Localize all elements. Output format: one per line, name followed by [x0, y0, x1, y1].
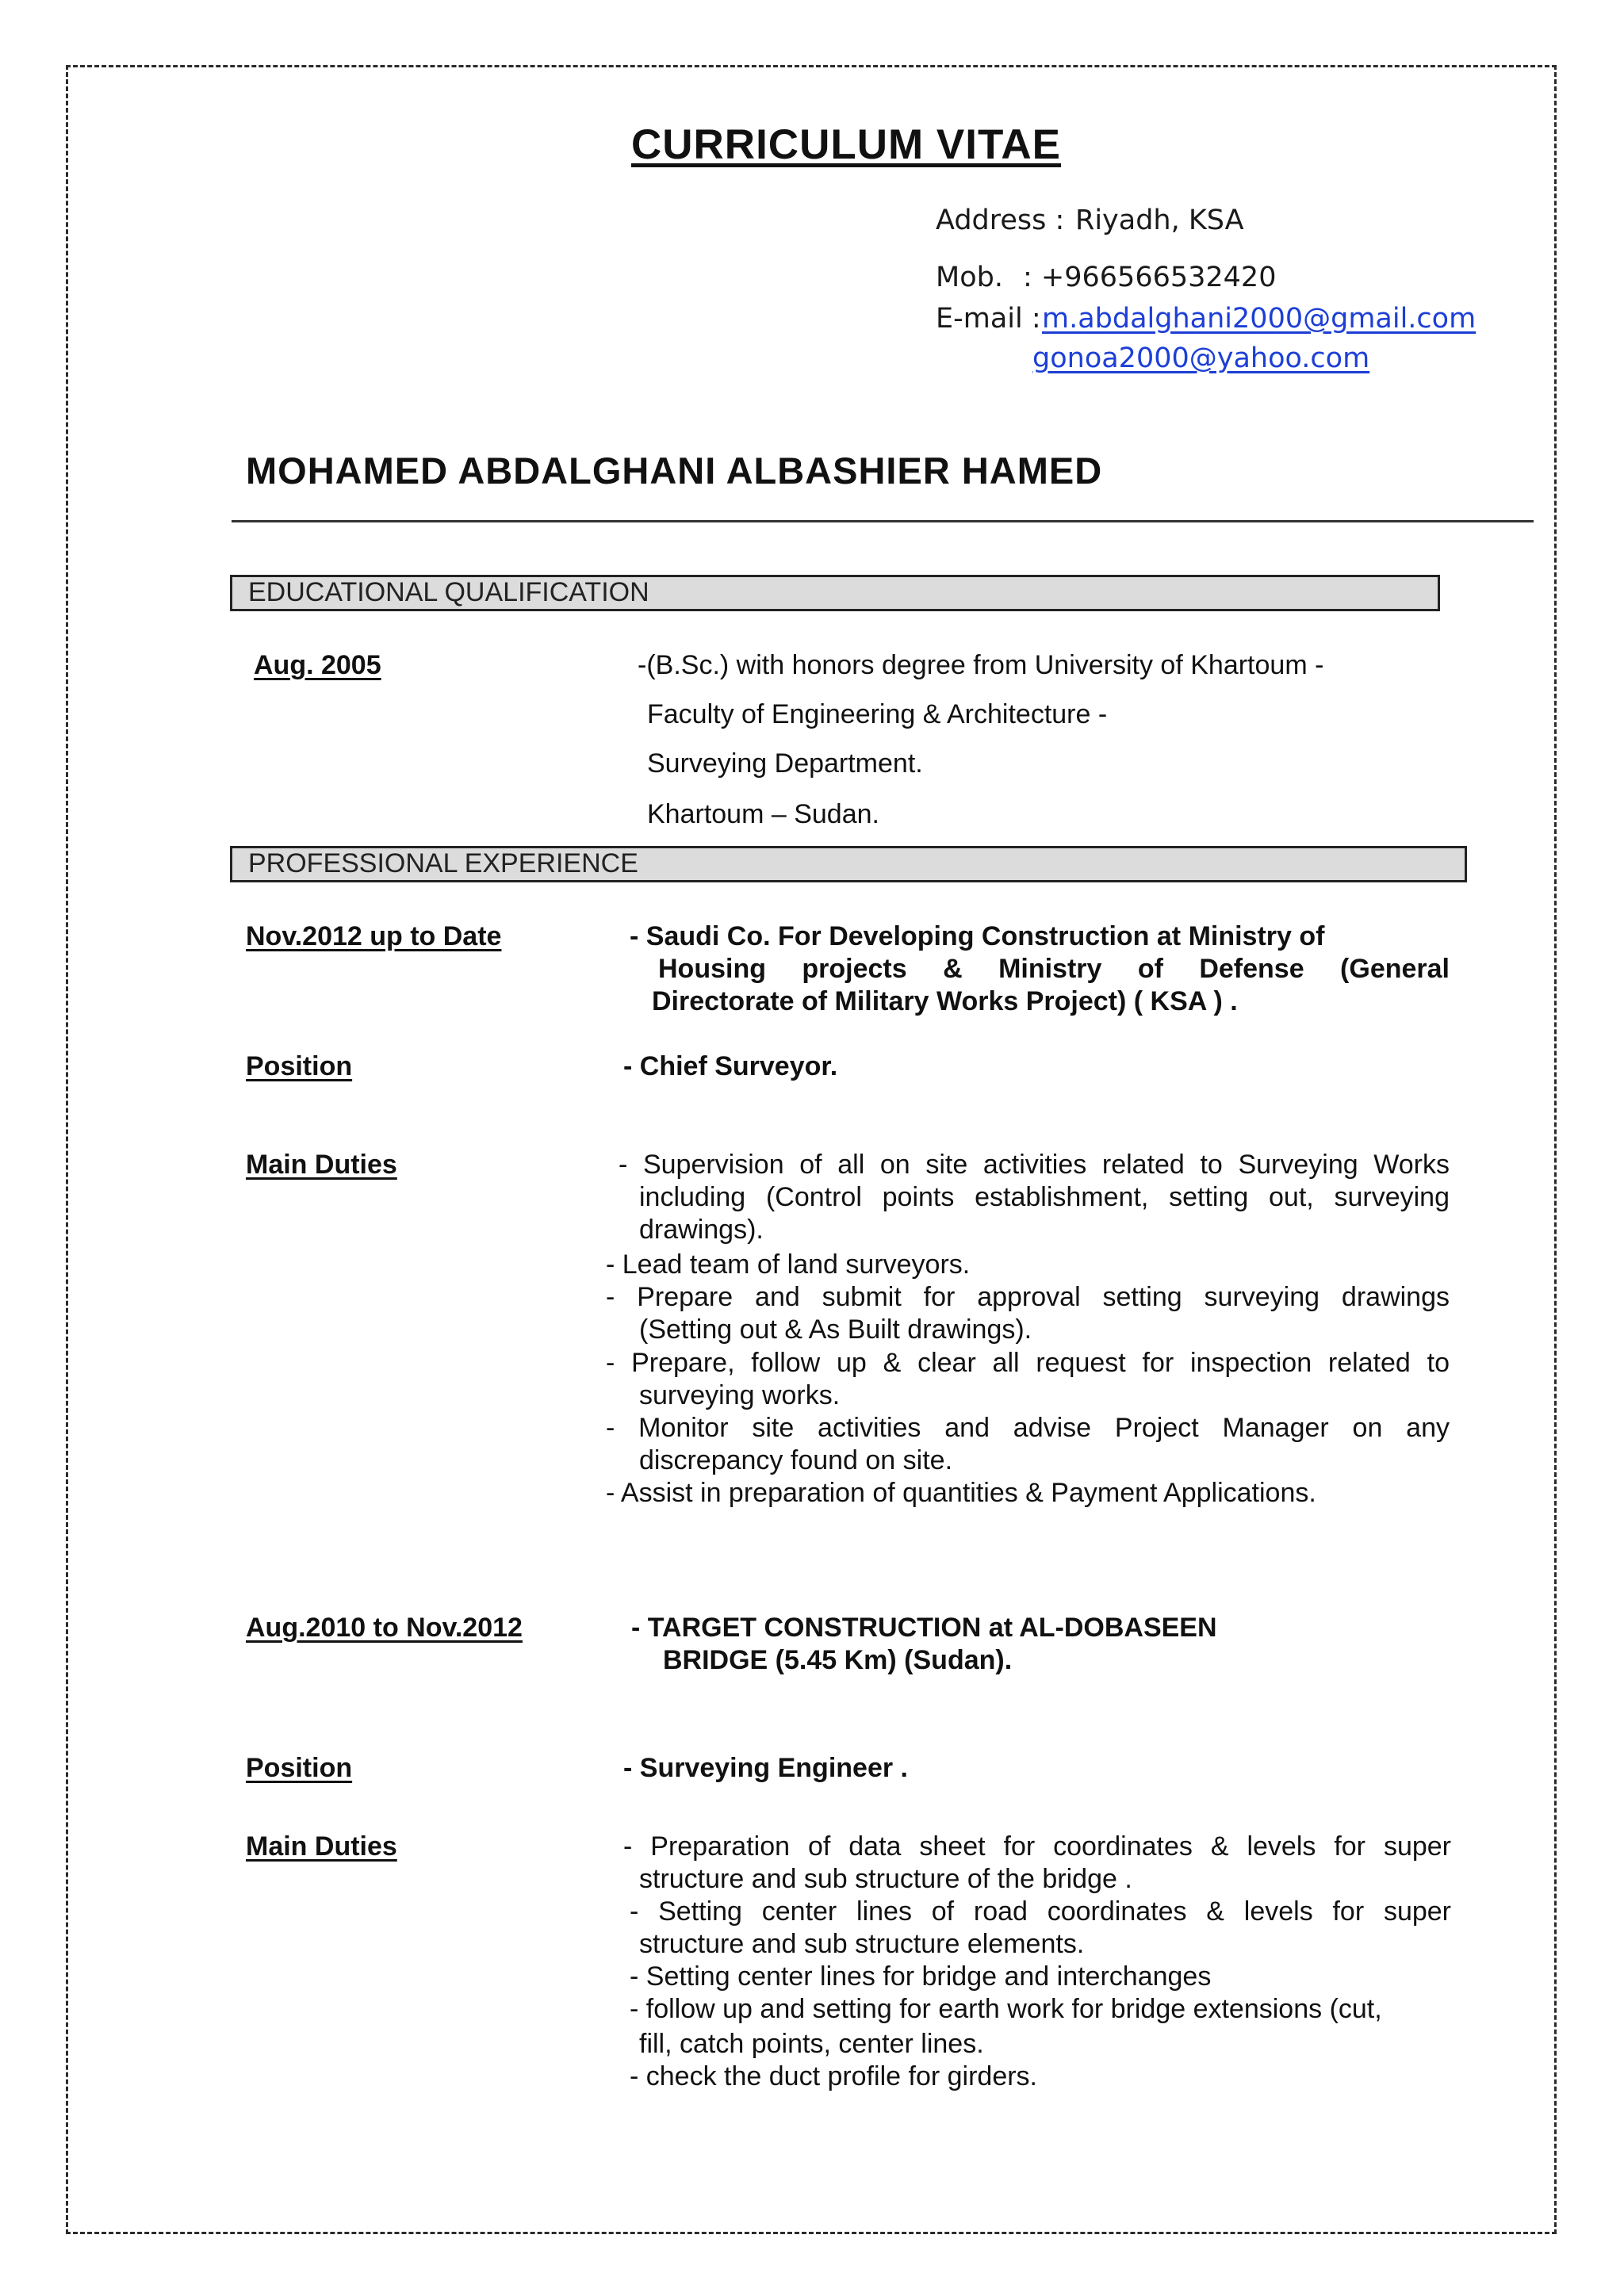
job2-duty-line: - Preparation of data sheet for coordinates & levels for super — [623, 1831, 1451, 1862]
name-divider — [232, 520, 1534, 522]
address-label: Address : — [936, 205, 1065, 236]
job2-date: Aug.2010 to Nov.2012 — [246, 1613, 523, 1643]
job1-duty-line: surveying works. — [639, 1380, 841, 1410]
education-line: Khartoum – Sudan. — [647, 799, 879, 829]
job1-duty-line: - Prepare and submit for approval setting surveying drawings — [606, 1282, 1450, 1312]
job2-duty-line: structure and sub structure of the bridge . — [639, 1864, 1132, 1894]
job1-company-line: Housing projects & Ministry of Defense (General — [658, 954, 1450, 984]
job2-duty-line: - Setting center lines of road coordinates & levels for super — [630, 1896, 1451, 1927]
mobile-value: : +966566532420 — [1023, 262, 1277, 293]
email-label: E-mail : — [936, 303, 1041, 335]
job2-company-line: - TARGET CONSTRUCTION at AL-DOBASEEN — [631, 1613, 1217, 1643]
job1-position: - Chief Surveyor. — [623, 1051, 838, 1081]
job1-company-line: Directorate of Military Works Project) ( KSA ) . — [652, 986, 1238, 1016]
experience-section-header: PROFESSIONAL EXPERIENCE — [230, 846, 1467, 882]
job1-duty-line: - Assist in preparation of quantities & Payment Applications. — [606, 1478, 1316, 1508]
job1-duty-line: - Supervision of all on site activities related to Surveying Works — [619, 1150, 1450, 1180]
job1-duty-line: - Lead team of land surveyors. — [606, 1249, 971, 1280]
education-section-header: EDUCATIONAL QUALIFICATION — [230, 575, 1440, 611]
email-secondary-link[interactable]: gonoa2000@yahoo.com — [1032, 342, 1370, 374]
education-line: Surveying Department. — [647, 748, 923, 779]
job1-duty-line: drawings). — [639, 1215, 764, 1245]
job1-date: Nov.2012 up to Date — [246, 921, 502, 951]
email-primary-link[interactable]: m.abdalghani2000@gmail.com — [1042, 303, 1477, 335]
job2-duty-line: - follow up and setting for earth work for bridge extensions (cut, — [630, 1994, 1382, 2024]
job2-company-line: BRIDGE (5.45 Km) (Sudan). — [663, 1645, 1013, 1675]
job1-duty-line: (Setting out & As Built drawings). — [639, 1314, 1032, 1345]
address-value: Riyadh, KSA — [1075, 205, 1244, 236]
education-date: Aug. 2005 — [254, 650, 381, 680]
job1-company-line: - Saudi Co. For Developing Construction at Ministry of — [630, 921, 1325, 951]
job1-duty-line: discrepancy found on site. — [639, 1445, 953, 1475]
job2-duty-line: fill, catch points, center lines. — [639, 2029, 984, 2059]
job2-position: - Surveying Engineer . — [623, 1753, 908, 1783]
job2-duty-line: - check the duct profile for girders. — [630, 2061, 1038, 2091]
page-title: CURRICULUM VITAE — [630, 121, 1062, 168]
job2-duty-line: structure and sub structure elements. — [639, 1929, 1085, 1959]
job1-duty-line: - Monitor site activities and advise Project Manager on any — [606, 1413, 1450, 1443]
education-line: -(B.Sc.) with honors degree from University of Khartoum - — [638, 650, 1324, 680]
job1-duty-line: - Prepare, follow up & clear all request for inspection related to — [606, 1348, 1450, 1378]
job2-duties-label: Main Duties — [246, 1831, 397, 1862]
job1-duty-line: including (Control points establishment, setting out, surveying — [639, 1182, 1450, 1212]
job1-duties-label: Main Duties — [246, 1150, 397, 1180]
mobile-label: Mob. — [936, 262, 1003, 293]
candidate-name: MOHAMED ABDALGHANI ALBASHIER HAMED — [246, 450, 1103, 492]
job2-position-label: Position — [246, 1753, 353, 1783]
job2-duty-line: - Setting center lines for bridge and interchanges — [630, 1961, 1212, 1992]
education-line: Faculty of Engineering & Architecture - — [647, 699, 1108, 729]
job1-position-label: Position — [246, 1051, 353, 1081]
